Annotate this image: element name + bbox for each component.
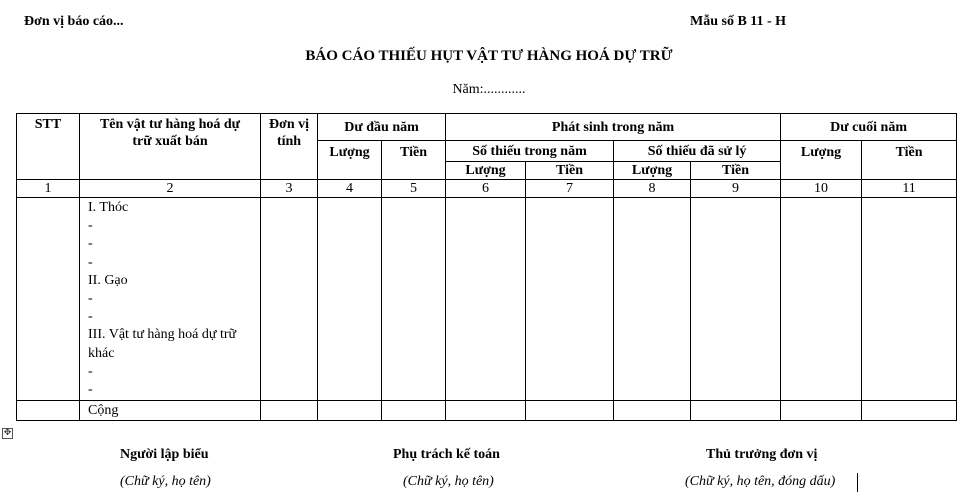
year-line: Năm:............ xyxy=(452,82,526,97)
list-item: - xyxy=(88,236,93,252)
table-cell xyxy=(382,401,446,421)
signature-title-accountant: Phụ trách kế toán xyxy=(393,447,500,462)
header-shortage-handled: Số thiếu đã sử lý xyxy=(614,141,781,162)
column-number: 11 xyxy=(862,180,957,198)
table-cell xyxy=(446,401,526,421)
column-number: 5 xyxy=(382,180,446,198)
list-item: - xyxy=(88,363,93,379)
header-unit: Đơn vị tính xyxy=(261,114,318,180)
table-cell xyxy=(526,401,614,421)
table-cell xyxy=(781,401,862,421)
column-number: 6 xyxy=(446,180,526,198)
column-number: 3 xyxy=(261,180,318,198)
table-cell xyxy=(382,198,446,401)
table-cell xyxy=(862,401,957,421)
header-item-name: Tên vật tư hàng hoá dự trữ xuất bán xyxy=(80,114,261,180)
column-number: 4 xyxy=(318,180,382,198)
header-closing-balance: Dư cuối năm xyxy=(781,114,957,141)
table-cell xyxy=(318,198,382,401)
header-closing-quantity: Lượng xyxy=(781,141,862,180)
header-shortage-in-year-amount: Tiền xyxy=(526,162,614,180)
list-item: I. Thóc xyxy=(88,200,129,215)
table-cell xyxy=(261,198,318,401)
table-cell xyxy=(446,198,526,401)
header-opening-quantity: Lượng xyxy=(318,141,382,180)
table-cell xyxy=(614,198,691,401)
header-shortage-in-year-quantity: Lượng xyxy=(446,162,526,180)
header-shortage-handled-quantity: Lượng xyxy=(614,162,691,180)
text-cursor xyxy=(857,473,858,492)
list-item: II. Gạo xyxy=(88,272,128,288)
form-number: Mẫu số B 11 - H xyxy=(690,14,787,29)
column-number: 1 xyxy=(17,180,80,198)
signature-note-accountant: (Chữ ký, họ tên) xyxy=(403,474,494,489)
signature-note-preparer: (Chữ ký, họ tên) xyxy=(120,474,211,489)
table-cell xyxy=(781,198,862,401)
signature-title-preparer: Người lập biểu xyxy=(120,447,209,462)
header-shortage-handled-amount: Tiền xyxy=(691,162,781,180)
list-item: III. Vật tư hàng hoá dự trữ khác xyxy=(88,327,237,361)
table-cell xyxy=(17,401,80,421)
list-item: - xyxy=(88,291,93,307)
list-item: - xyxy=(88,254,93,270)
signature-note-head: (Chữ ký, họ tên, đóng dấu) xyxy=(685,474,836,489)
header-in-year: Phát sinh trong năm xyxy=(446,114,781,141)
reporting-unit: Đơn vị báo cáo... xyxy=(24,14,124,29)
table-cell xyxy=(691,198,781,401)
table-cell xyxy=(691,401,781,421)
list-item: - xyxy=(88,382,93,398)
table-cell xyxy=(526,198,614,401)
header-closing-amount: Tiền xyxy=(862,141,957,180)
header-shortage-in-year: Số thiếu trong năm xyxy=(446,141,614,162)
column-number: 9 xyxy=(691,180,781,198)
column-number: 7 xyxy=(526,180,614,198)
list-item: - xyxy=(88,309,93,325)
table-cell xyxy=(261,401,318,421)
header-stt: STT xyxy=(17,114,80,180)
table-cell xyxy=(862,198,957,401)
item-list xyxy=(80,198,261,401)
column-number: 2 xyxy=(80,180,261,198)
move-handle-icon[interactable]: ✥ xyxy=(3,428,12,438)
list-item: - xyxy=(88,218,93,234)
table-cell xyxy=(614,401,691,421)
shortage-report-table xyxy=(16,113,957,421)
total-label: Cộng xyxy=(80,401,261,421)
header-opening-amount: Tiền xyxy=(382,141,446,180)
column-number: 10 xyxy=(781,180,862,198)
table-cell xyxy=(17,198,80,401)
table-cell xyxy=(318,401,382,421)
signature-title-head: Thủ trưởng đơn vị xyxy=(706,447,818,462)
page-title: BÁO CÁO THIẾU HỤT VẬT TƯ HÀNG HOÁ DỰ TRỮ xyxy=(305,48,673,64)
header-opening-balance: Dư đầu năm xyxy=(318,114,446,141)
column-number: 8 xyxy=(614,180,691,198)
